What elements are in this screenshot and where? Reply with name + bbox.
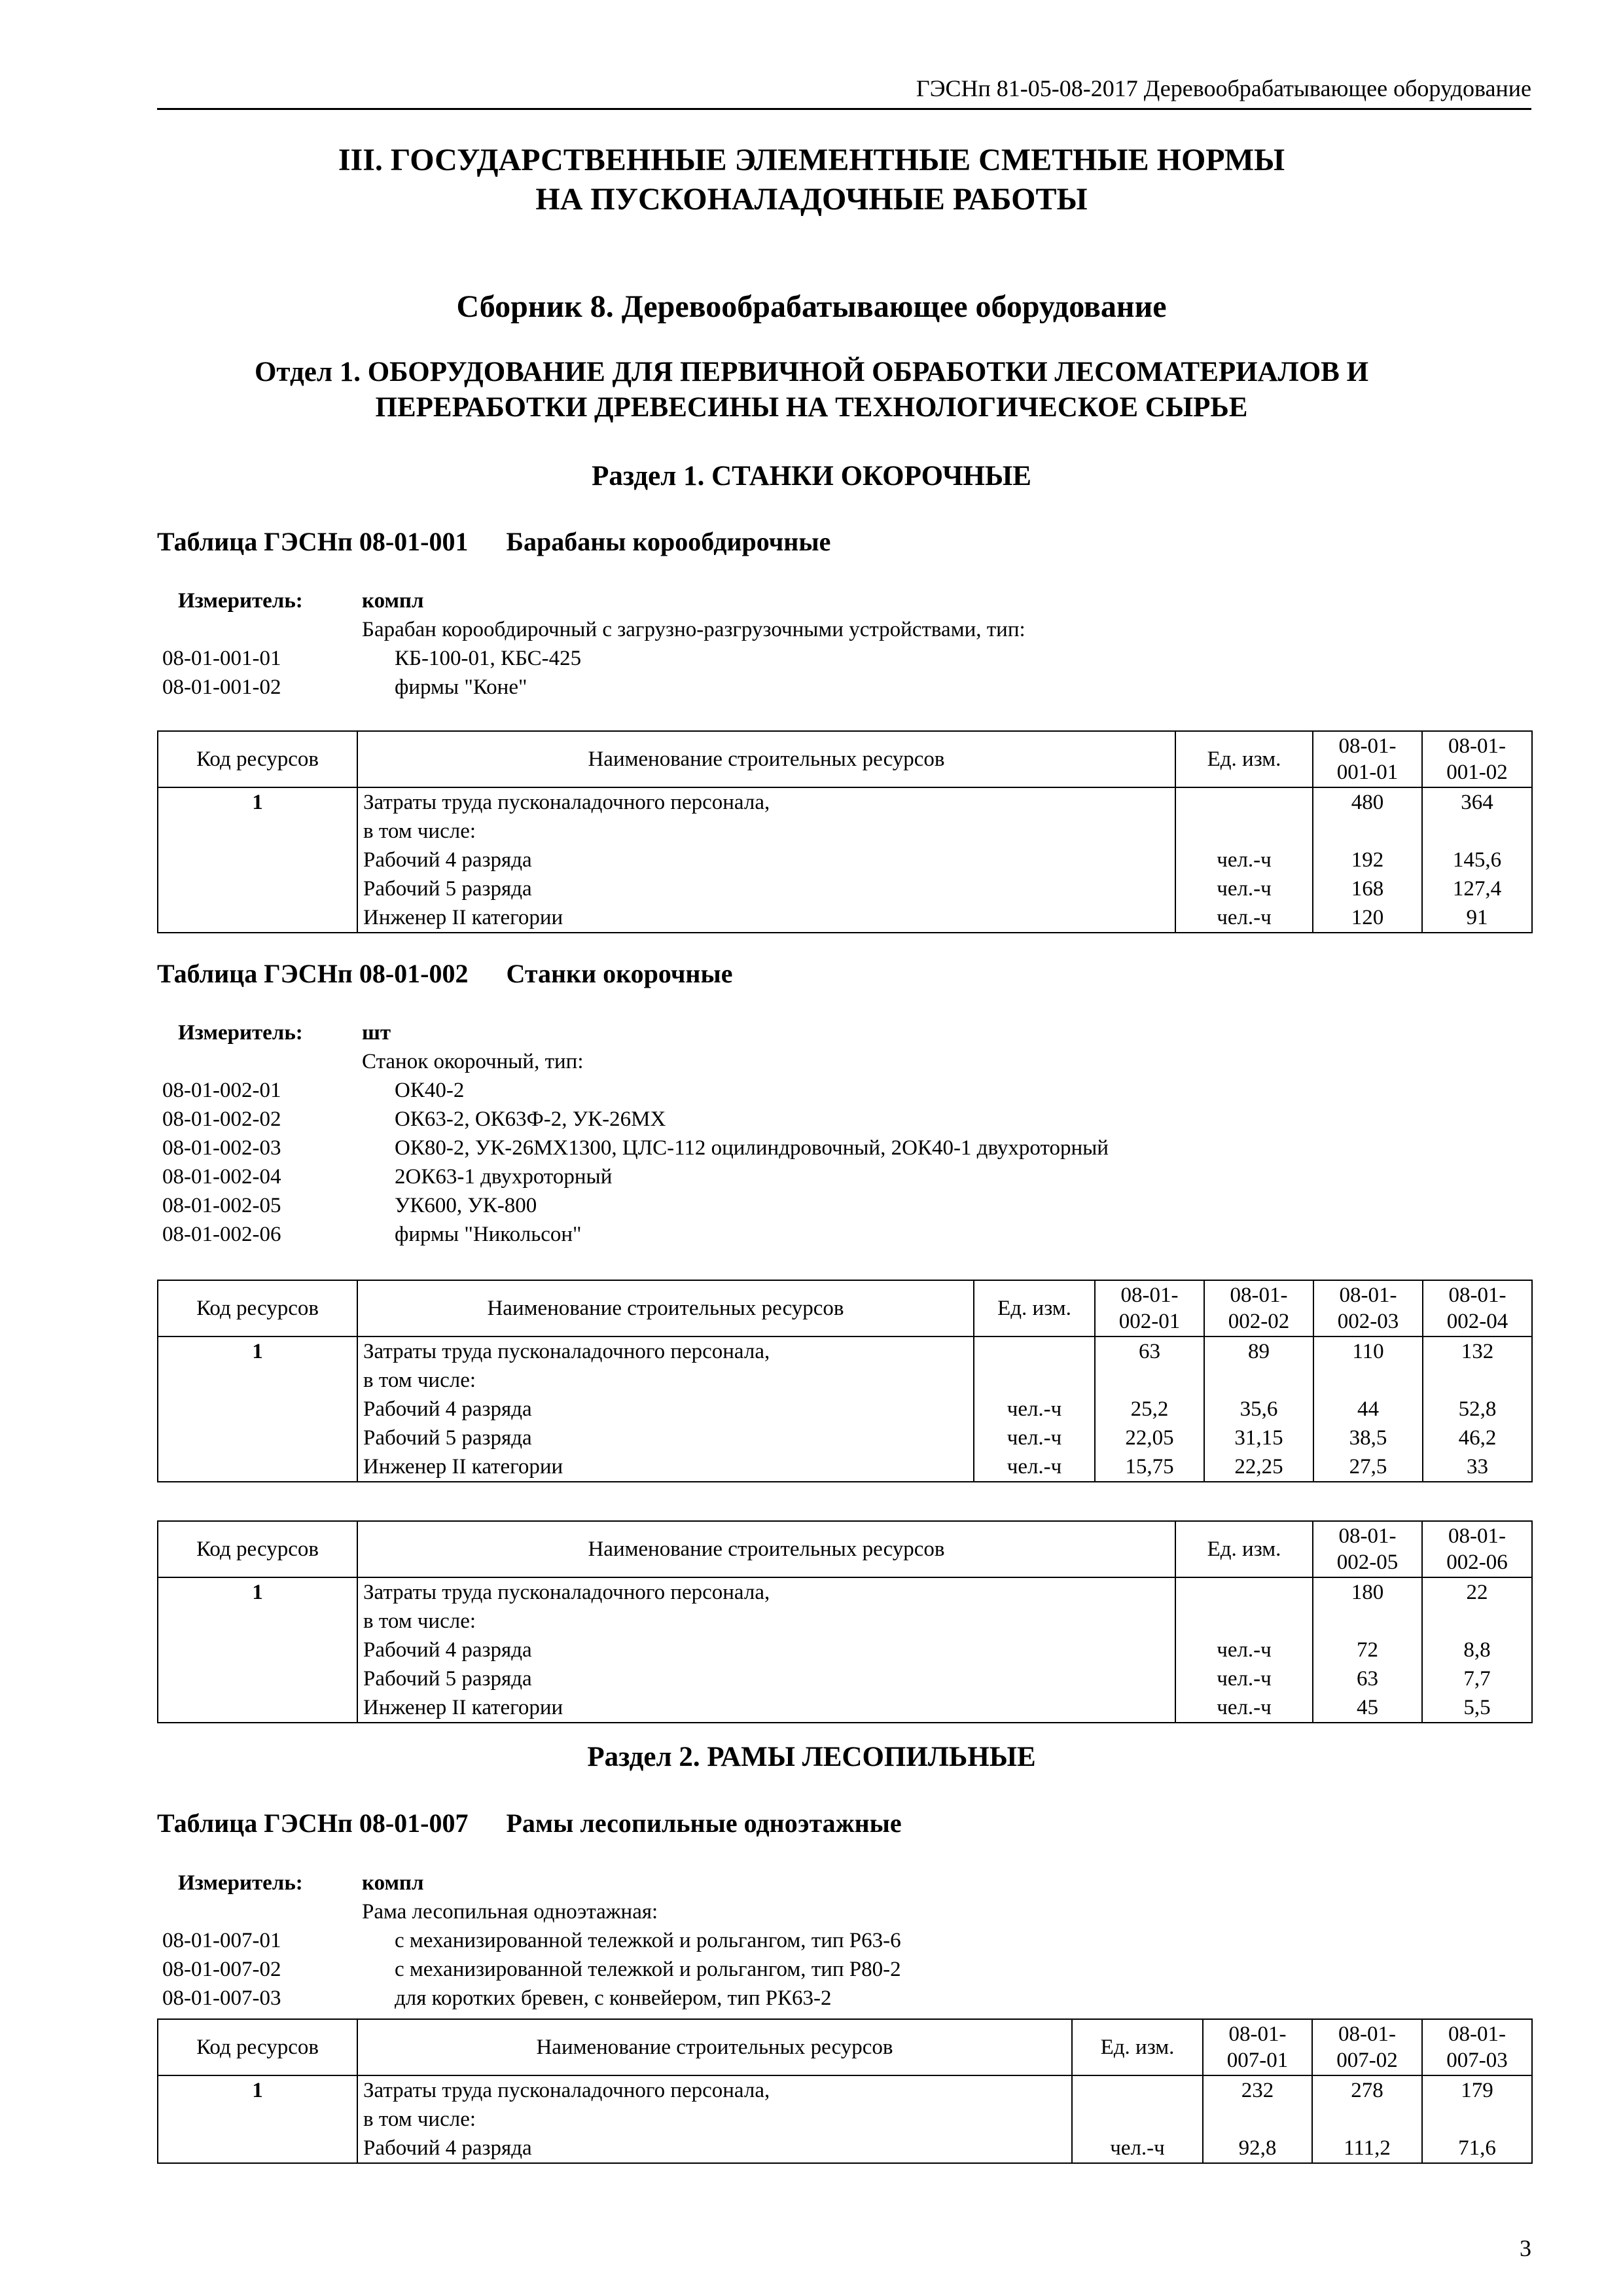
value-cell: 132 bbox=[1461, 1340, 1494, 1363]
norm-header-part: 08-01- bbox=[1338, 1524, 1397, 1548]
page-number: 3 bbox=[1520, 2235, 1531, 2261]
resource-name: Затраты труда пусконаладочного персонала, bbox=[363, 1340, 770, 1363]
resource-code: 1 bbox=[158, 1577, 357, 1723]
value-cell: 63 bbox=[1139, 1340, 1160, 1363]
norm-values bbox=[1313, 787, 1422, 933]
col-header-norm bbox=[1313, 731, 1422, 787]
norm-item bbox=[162, 1134, 1537, 1162]
norm-item bbox=[162, 1191, 1537, 1220]
norm-header-part: 08-01- bbox=[1448, 1283, 1507, 1307]
col-header-norm bbox=[1095, 1280, 1204, 1336]
measure-label: Измеритель: bbox=[178, 1871, 303, 1895]
col-header-name: Наименование строительных ресурсов bbox=[357, 2019, 1072, 2075]
norm-item bbox=[162, 1926, 1537, 1955]
norm-text: ОК40-2 bbox=[395, 1079, 465, 1102]
norm-item bbox=[162, 1984, 1537, 2013]
resource-name: Инженер II категории bbox=[363, 906, 563, 929]
description-row bbox=[162, 1047, 1537, 1076]
norm-values bbox=[1422, 1577, 1532, 1723]
norm-code: 08-01-001-01 bbox=[162, 647, 281, 670]
norm-values bbox=[1313, 1336, 1423, 1482]
col-header-code: Код ресурсов bbox=[158, 1521, 357, 1577]
resource-code: 1 bbox=[158, 787, 357, 933]
norm-text: фирмы "Никольсон" bbox=[395, 1223, 582, 1246]
col-header-norm bbox=[1423, 1280, 1532, 1336]
value-cell bbox=[1318, 2105, 1416, 2134]
col-header-unit: Ед. изм. bbox=[1072, 2019, 1203, 2075]
description-row bbox=[162, 1897, 1537, 1926]
col-header-code: Код ресурсов bbox=[158, 731, 357, 787]
table-caption bbox=[157, 525, 830, 559]
resource-name: Рабочий 4 разряда bbox=[363, 1397, 532, 1421]
table-caption bbox=[157, 957, 732, 991]
table-row bbox=[158, 1577, 1532, 1723]
resource-name: Рабочий 4 разряда bbox=[363, 1638, 532, 1662]
norm-header-part: 08-01- bbox=[1230, 1283, 1288, 1307]
resource-names bbox=[357, 1577, 1175, 1723]
table-caption-name: Барабаны корообдирочные bbox=[506, 527, 831, 556]
value-cell: 5,5 bbox=[1463, 1696, 1491, 1719]
col-header-name: Наименование строительных ресурсов bbox=[357, 1280, 974, 1336]
norm-header-part: 002-03 bbox=[1337, 1310, 1399, 1333]
department-title-line: ПЕРЕРАБОТКИ ДРЕВЕСИНЫ НА ТЕХНОЛОГИЧЕСКОЕ СЫРЬЕ bbox=[375, 391, 1248, 423]
col-header-norm bbox=[1204, 1280, 1313, 1336]
resource-code: 1 bbox=[158, 2075, 357, 2163]
col-header-norm bbox=[1313, 1280, 1423, 1336]
resource-name: Инженер II категории bbox=[363, 1455, 563, 1479]
norm-code: 08-01-002-01 bbox=[162, 1079, 281, 1102]
col-header-name: Наименование строительных ресурсов bbox=[357, 1521, 1175, 1577]
norm-item bbox=[162, 1076, 1537, 1105]
table-row bbox=[158, 1336, 1532, 1482]
col-header-name: Наименование строительных ресурсов bbox=[357, 731, 1175, 787]
value-cell: 72 bbox=[1357, 1638, 1378, 1662]
norm-code: 08-01-002-04 bbox=[162, 1165, 281, 1189]
running-header: ГЭСНп 81-05-08-2017 Деревообрабатывающее оборудование bbox=[157, 73, 1531, 110]
norm-text: ОК80-2, УК-26МХ1300, ЦЛС-112 оцилиндровочный, 2ОК40-1 двухроторный bbox=[395, 1136, 1109, 1160]
norm-header-part: 08-01- bbox=[1338, 734, 1397, 758]
value-cell: 38,5 bbox=[1349, 1426, 1387, 1450]
norm-item bbox=[162, 1955, 1537, 1984]
norm-header-part: 002-01 bbox=[1118, 1310, 1181, 1333]
table-header-row bbox=[158, 731, 1532, 787]
resource-name: в том числе: bbox=[363, 819, 476, 843]
norm-header-part: 002-02 bbox=[1228, 1310, 1290, 1333]
norm-values bbox=[1422, 2075, 1532, 2163]
resource-table bbox=[157, 1520, 1533, 1723]
value-cell: 25,2 bbox=[1130, 1397, 1169, 1421]
value-cell bbox=[1210, 1366, 1308, 1395]
table-caption-name: Рамы лесопильные одноэтажные bbox=[506, 1808, 902, 1838]
norm-text: для коротких бревен, с конвейером, тип РК63-2 bbox=[395, 1986, 832, 2010]
norm-header-part: 007-02 bbox=[1336, 2049, 1398, 2072]
value-cell bbox=[1428, 1607, 1526, 1636]
value-cell bbox=[1319, 817, 1416, 846]
norm-header-part: 08-01- bbox=[1448, 734, 1506, 758]
unit-cell: чел.-ч bbox=[1217, 1667, 1272, 1691]
resource-table bbox=[157, 2018, 1533, 2164]
col-header-norm bbox=[1422, 2019, 1532, 2075]
table-meta bbox=[162, 1018, 1537, 1249]
norm-values bbox=[1423, 1336, 1532, 1482]
norm-values bbox=[1095, 1336, 1204, 1482]
value-cell: 22 bbox=[1466, 1581, 1488, 1604]
col-header-norm bbox=[1422, 731, 1532, 787]
description-row bbox=[162, 615, 1537, 644]
value-cell: 232 bbox=[1241, 2079, 1274, 2102]
table-caption-code: Таблица ГЭСНп 08-01-001 bbox=[157, 527, 469, 556]
resource-name: в том числе: bbox=[363, 2108, 476, 2131]
unit-cell: чел.-ч bbox=[1217, 877, 1272, 901]
value-cell: 127,4 bbox=[1452, 877, 1502, 901]
resource-name: Затраты труда пусконаладочного персонала, bbox=[363, 1581, 770, 1604]
norm-code: 08-01-007-03 bbox=[162, 1986, 281, 2010]
unit-cell: чел.-ч bbox=[1217, 906, 1272, 929]
norm-text: с механизированной тележкой и рольгангом, тип Р80-2 bbox=[395, 1958, 901, 1981]
value-cell: 278 bbox=[1351, 2079, 1383, 2102]
resource-name: в том числе: bbox=[363, 1369, 476, 1392]
resource-units bbox=[974, 1336, 1095, 1482]
part-title bbox=[0, 141, 1623, 219]
norm-item bbox=[162, 673, 1537, 702]
table-caption-name: Станки окорочные bbox=[506, 959, 733, 988]
resource-units bbox=[1072, 2075, 1203, 2163]
norm-item bbox=[162, 1162, 1537, 1191]
value-cell: 192 bbox=[1351, 848, 1384, 872]
table-row bbox=[158, 787, 1532, 933]
resource-units bbox=[1175, 1577, 1313, 1723]
norm-code: 08-01-007-01 bbox=[162, 1929, 281, 1952]
resource-names bbox=[357, 787, 1175, 933]
table-description: Рама лесопильная одноэтажная: bbox=[362, 1900, 658, 1924]
resource-table bbox=[157, 1280, 1533, 1482]
measure-label: Измеритель: bbox=[178, 589, 303, 613]
table-description: Станок окорочный, тип: bbox=[362, 1050, 584, 1073]
norm-text: фирмы "Коне" bbox=[395, 675, 527, 699]
resource-name: Рабочий 5 разряда bbox=[363, 877, 532, 901]
value-cell: 89 bbox=[1248, 1340, 1270, 1363]
section-title: Раздел 1. СТАНКИ ОКОРОЧНЫЕ bbox=[592, 461, 1031, 492]
value-cell: 480 bbox=[1351, 791, 1384, 814]
section-title: Раздел 2. РАМЫ ЛЕСОПИЛЬНЫЕ bbox=[587, 1742, 1036, 1772]
col-header-unit: Ед. изм. bbox=[1175, 1521, 1313, 1577]
norm-code: 08-01-002-03 bbox=[162, 1136, 281, 1160]
norm-item bbox=[162, 1220, 1537, 1249]
value-cell: 8,8 bbox=[1463, 1638, 1491, 1662]
norm-values bbox=[1422, 787, 1532, 933]
norm-text: ОК63-2, ОК63Ф-2, УК-26МХ bbox=[395, 1107, 666, 1131]
norm-header-part: 002-05 bbox=[1336, 1551, 1399, 1574]
unit-cell: чел.-ч bbox=[1217, 848, 1272, 872]
norm-code: 08-01-002-05 bbox=[162, 1194, 281, 1217]
norm-text: УК600, УК-800 bbox=[395, 1194, 537, 1217]
value-cell: 15,75 bbox=[1125, 1455, 1174, 1479]
unit-cell: чел.-ч bbox=[1007, 1397, 1062, 1421]
norm-code: 08-01-001-02 bbox=[162, 675, 281, 699]
norm-header-part: 007-03 bbox=[1446, 2049, 1508, 2072]
table-header-row bbox=[158, 1280, 1532, 1336]
col-header-norm bbox=[1313, 1521, 1422, 1577]
value-cell bbox=[1428, 2105, 1526, 2134]
value-cell: 91 bbox=[1466, 906, 1488, 929]
value-cell: 46,2 bbox=[1458, 1426, 1497, 1450]
col-header-norm bbox=[1422, 1521, 1532, 1577]
value-cell: 145,6 bbox=[1452, 848, 1502, 872]
table-header-row bbox=[158, 1521, 1532, 1577]
unit-cell: чел.-ч bbox=[1110, 2136, 1165, 2160]
table-caption-code: Таблица ГЭСНп 08-01-007 bbox=[157, 1808, 469, 1838]
norm-values bbox=[1312, 2075, 1422, 2163]
table-description: Барабан корообдирочный с загрузно-разгрузочными устройствами, тип: bbox=[362, 618, 1026, 641]
norm-text: КБ-100-01, КБС-425 bbox=[395, 647, 582, 670]
col-header-norm bbox=[1203, 2019, 1312, 2075]
value-cell bbox=[1101, 1366, 1198, 1395]
value-cell: 168 bbox=[1351, 877, 1384, 901]
unit-cell: чел.-ч bbox=[1007, 1455, 1062, 1479]
value-cell: 52,8 bbox=[1458, 1397, 1497, 1421]
resource-name: Затраты труда пусконаладочного персонала, bbox=[363, 2079, 770, 2102]
value-cell: 180 bbox=[1351, 1581, 1384, 1604]
table-header-row bbox=[158, 2019, 1532, 2075]
value-cell: 111,2 bbox=[1344, 2136, 1391, 2160]
collection-title: Сборник 8. Деревообрабатывающее оборудование bbox=[456, 289, 1167, 324]
col-header-unit: Ед. изм. bbox=[1175, 731, 1313, 787]
norm-text: с механизированной тележкой и рольгангом, тип Р63-6 bbox=[395, 1929, 901, 1952]
norm-code: 08-01-007-02 bbox=[162, 1958, 281, 1981]
col-header-norm bbox=[1312, 2019, 1422, 2075]
resource-name: Инженер II категории bbox=[363, 1696, 563, 1719]
value-cell: 7,7 bbox=[1463, 1667, 1491, 1691]
table-meta bbox=[162, 1869, 1537, 2013]
value-cell: 27,5 bbox=[1349, 1455, 1387, 1479]
value-cell bbox=[1209, 2105, 1306, 2134]
table-caption-code: Таблица ГЭСНп 08-01-002 bbox=[157, 959, 469, 988]
col-header-unit: Ед. изм. bbox=[974, 1280, 1095, 1336]
department-title bbox=[0, 355, 1623, 425]
value-cell: 63 bbox=[1357, 1667, 1378, 1691]
value-cell bbox=[1319, 1607, 1416, 1636]
table-caption bbox=[157, 1806, 902, 1840]
value-cell: 92,8 bbox=[1238, 2136, 1277, 2160]
unit-cell: чел.-ч bbox=[1217, 1696, 1272, 1719]
norm-header-part: 08-01- bbox=[1338, 2022, 1396, 2046]
measure-unit: шт bbox=[362, 1021, 391, 1045]
resource-name: в том числе: bbox=[363, 1609, 476, 1633]
measure-unit: компл bbox=[362, 589, 424, 613]
norm-values bbox=[1204, 1336, 1313, 1482]
norm-code: 08-01-002-02 bbox=[162, 1107, 281, 1131]
norm-header-part: 001-01 bbox=[1336, 761, 1399, 784]
resource-names bbox=[357, 2075, 1072, 2163]
measure-row bbox=[162, 1869, 1537, 1897]
value-cell: 71,6 bbox=[1458, 2136, 1496, 2160]
value-cell: 364 bbox=[1461, 791, 1493, 814]
resource-name: Рабочий 5 разряда bbox=[363, 1667, 532, 1691]
norm-values bbox=[1203, 2075, 1312, 2163]
norm-header-part: 007-01 bbox=[1226, 2049, 1289, 2072]
measure-label: Измеритель: bbox=[178, 1021, 303, 1045]
norm-code: 08-01-002-06 bbox=[162, 1223, 281, 1246]
col-header-code: Код ресурсов bbox=[158, 1280, 357, 1336]
value-cell bbox=[1429, 1366, 1526, 1395]
norm-text: 2ОК63-1 двухроторный bbox=[395, 1165, 613, 1189]
value-cell bbox=[1319, 1366, 1417, 1395]
value-cell: 22,25 bbox=[1234, 1455, 1283, 1479]
norm-header-part: 001-02 bbox=[1446, 761, 1508, 784]
norm-header-part: 002-04 bbox=[1446, 1310, 1508, 1333]
resource-name: Рабочий 5 разряда bbox=[363, 1426, 532, 1450]
norm-item bbox=[162, 1105, 1537, 1134]
value-cell: 22,05 bbox=[1125, 1426, 1174, 1450]
resource-name: Рабочий 4 разряда bbox=[363, 848, 532, 872]
norm-item bbox=[162, 644, 1537, 673]
norm-values bbox=[1313, 1577, 1422, 1723]
measure-unit: компл bbox=[362, 1871, 424, 1895]
value-cell: 120 bbox=[1351, 906, 1384, 929]
measure-row bbox=[162, 586, 1537, 615]
resource-names bbox=[357, 1336, 974, 1482]
unit-cell: чел.-ч bbox=[1007, 1426, 1062, 1450]
part-title-line: III. ГОСУДАРСТВЕННЫЕ ЭЛЕМЕНТНЫЕ СМЕТНЫЕ НОРМЫ bbox=[338, 143, 1285, 177]
norm-header-part: 08-01- bbox=[1228, 2022, 1287, 2046]
value-cell: 110 bbox=[1352, 1340, 1384, 1363]
value-cell: 35,6 bbox=[1240, 1397, 1278, 1421]
resource-units bbox=[1175, 787, 1313, 933]
measure-row bbox=[162, 1018, 1537, 1047]
value-cell: 33 bbox=[1467, 1455, 1488, 1479]
resource-table bbox=[157, 730, 1533, 933]
value-cell: 179 bbox=[1461, 2079, 1493, 2102]
table-meta bbox=[162, 586, 1537, 702]
table-row bbox=[158, 2075, 1532, 2163]
part-title-line: НА ПУСКОНАЛАДОЧНЫЕ РАБОТЫ bbox=[535, 182, 1088, 217]
resource-name: Рабочий 4 разряда bbox=[363, 2136, 532, 2160]
value-cell: 45 bbox=[1357, 1696, 1378, 1719]
unit-cell: чел.-ч bbox=[1217, 1638, 1272, 1662]
value-cell: 31,15 bbox=[1234, 1426, 1283, 1450]
value-cell: 44 bbox=[1357, 1397, 1379, 1421]
resource-name: Затраты труда пусконаладочного персонала, bbox=[363, 791, 770, 814]
norm-header-part: 002-06 bbox=[1446, 1551, 1508, 1574]
norm-header-part: 08-01- bbox=[1339, 1283, 1397, 1307]
norm-header-part: 08-01- bbox=[1448, 1524, 1506, 1548]
department-title-line: Отдел 1. ОБОРУДОВАНИЕ ДЛЯ ПЕРВИЧНОЙ ОБРАБОТКИ ЛЕСОМАТЕРИАЛОВ И bbox=[254, 357, 1369, 387]
norm-header-part: 08-01- bbox=[1120, 1283, 1179, 1307]
col-header-code: Код ресурсов bbox=[158, 2019, 357, 2075]
resource-code: 1 bbox=[158, 1336, 357, 1482]
value-cell bbox=[1428, 817, 1526, 846]
norm-header-part: 08-01- bbox=[1448, 2022, 1506, 2046]
